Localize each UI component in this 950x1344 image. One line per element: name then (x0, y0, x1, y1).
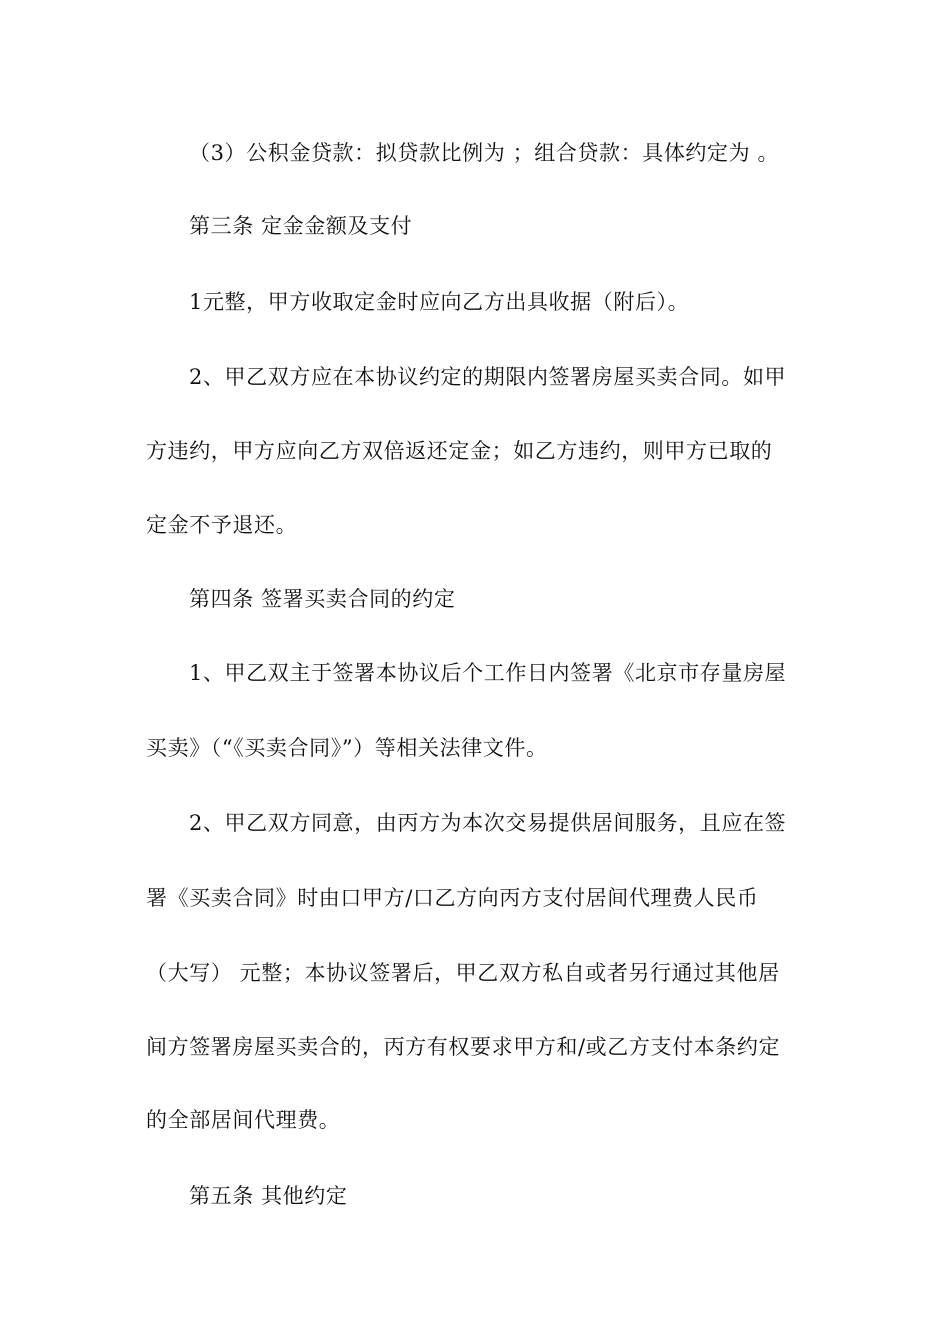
article-5-heading: 第五条 其他约定 (189, 1184, 348, 1208)
paragraph-deposit-amount: 1元整，甲方收取定金时应向乙方出具收据（附后）。 (189, 290, 690, 314)
paragraph-agency-fee-line-3: （大写） 元整；本协议签署后，甲乙双方私自或者另行通过其他居 (146, 961, 780, 985)
paragraph-loan-terms: （3）公积金贷款：拟贷款比例为 ；组合贷款：具体约定为 。 (189, 141, 780, 165)
article-4-heading: 第四条 签署买卖合同的约定 (189, 587, 456, 611)
paragraph-agency-fee-line-4: 间方签署房屋买卖合的，丙方有权要求甲方和/或乙方支付本条约定 (146, 1035, 781, 1059)
paragraph-sign-deadline-line-1: 2、甲乙双方应在本协议约定的期限内签署房屋买卖合同。如甲 (189, 365, 787, 389)
paragraph-contract-signing-line-2: 买卖》（“《买卖合同》”）等相关法律文件。 (146, 736, 548, 760)
article-3-heading: 第三条 定金金额及支付 (189, 214, 413, 238)
paragraph-sign-deadline-line-3: 定金不予退还。 (146, 513, 298, 537)
paragraph-contract-signing-line-1: 1、甲乙双主于签署本协议后个工作日内签署《北京市存量房屋 (189, 661, 787, 685)
paragraph-agency-fee-line-5: 的全部居间代理费。 (146, 1108, 341, 1132)
paragraph-agency-fee-line-1: 2、甲乙双方同意，由丙方为本次交易提供居间服务，且应在签 (189, 811, 787, 835)
paragraph-sign-deadline-line-2: 方违约，甲方应向乙方双倍返还定金；如乙方违约，则甲方已取的 (146, 439, 773, 463)
paragraph-agency-fee-line-2: 署《买卖合同》时由口甲方/口乙方向丙方支付居间代理费人民币 (146, 886, 759, 910)
